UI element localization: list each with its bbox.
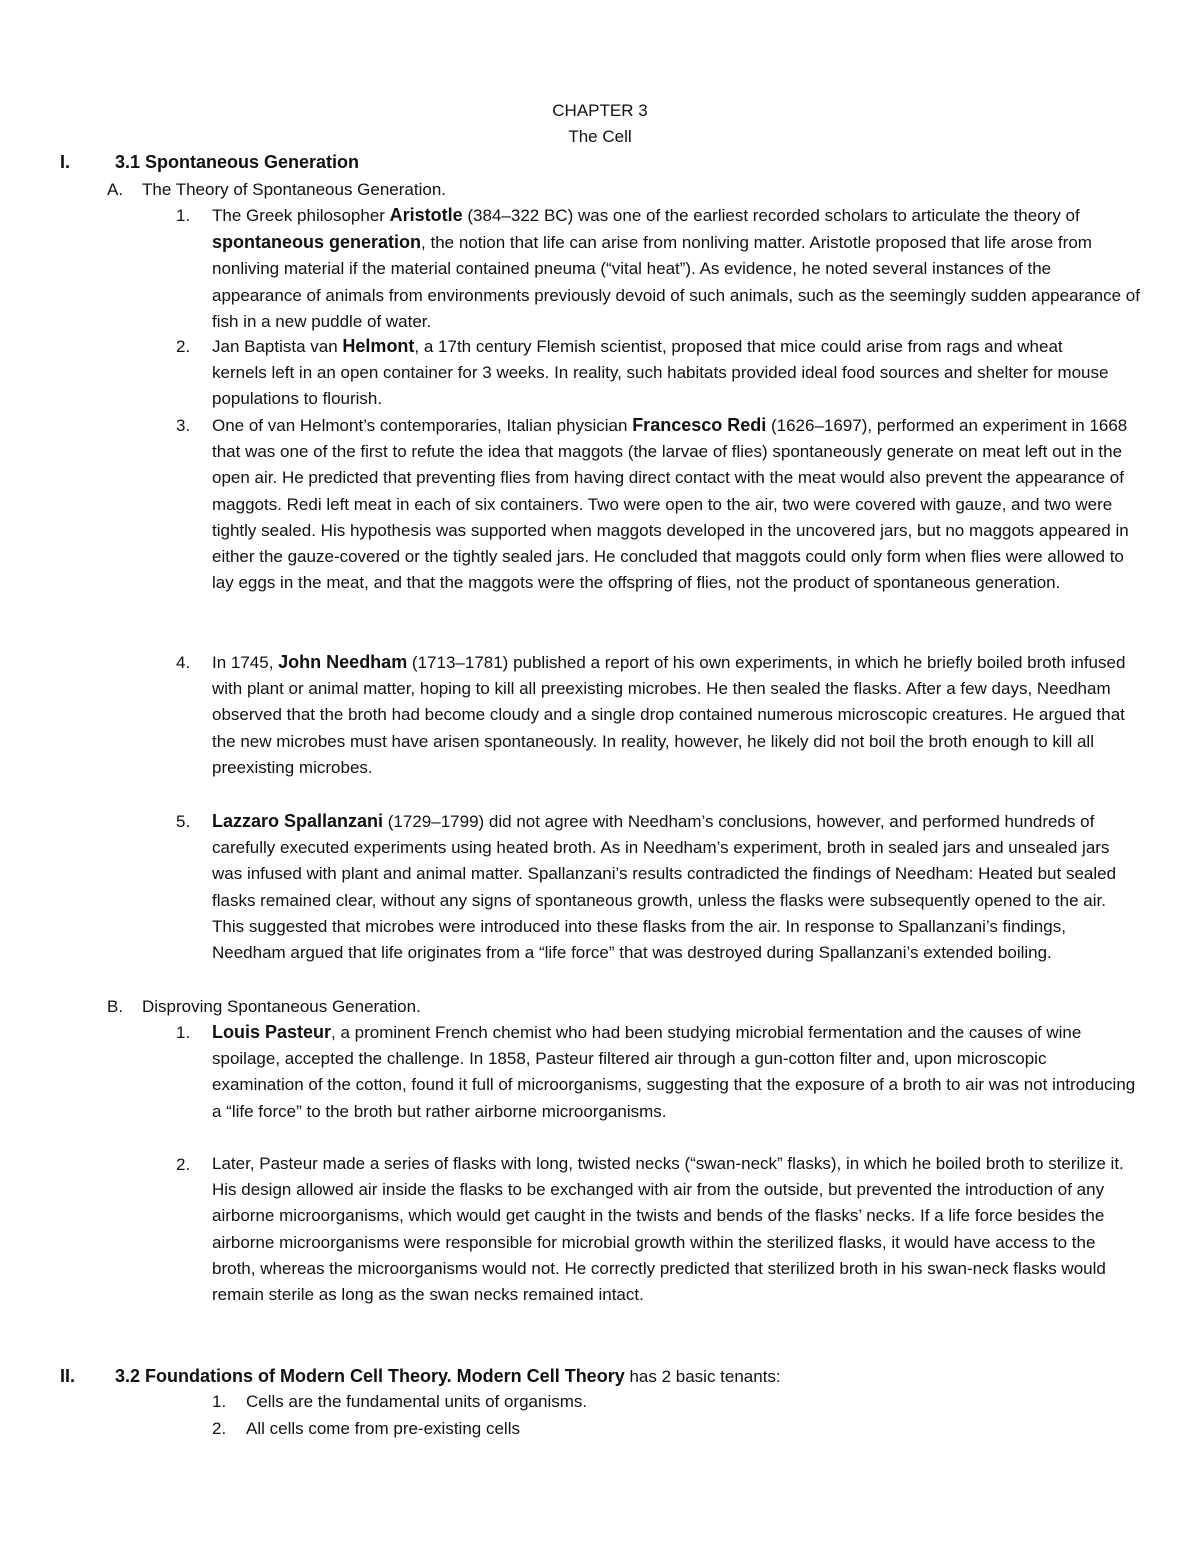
text-run: The Greek philosopher	[212, 206, 390, 225]
text-run: Later, Pasteur made a series of flasks with long, twisted necks (“swan-neck” flasks), in which he boiled broth to sterilize it. His design allowed air inside the flasks to be exchanged with air from the outside, but prevented the introduction of any airborne microorganisms, which would get caught in the twists and bends of the flasks’ necks. If a life force besides the airborne microorganisms were responsible for microbial growth within the sterilized flasks, it would have access to the broth, whereas the microorganisms would not. He correctly predicted that sterilized broth in his swan-neck flasks would remain sterile as long as the swan necks remained intact.	[212, 1154, 1124, 1305]
text-run: , the notion that life can arise from nonliving matter. Aristotle proposed that life arose from nonliving material if the material contained pneuma (“vital heat”). As evidence, he noted several instances of the appearance of animals from environments previously devoid of such animals, such as the seemingly sudden appearance of fish in a new puddle of water.	[212, 233, 1140, 331]
section-2-heading-bold: 3.2 Foundations of Modern Cell Theory. Modern Cell Theory	[115, 1366, 625, 1386]
item-b1-number: 1.	[176, 1023, 191, 1042]
text-run: In 1745,	[212, 653, 279, 672]
tenant-2-number: 2.	[212, 1419, 227, 1438]
section-2-numeral: II.	[60, 1366, 76, 1386]
text-run: (1729–1799) did not agree with Needham’s conclusions, however, and performed hundreds of carefully executed experiments using heated broth. As in Needham’s experiment, broth in sealed jars and unsealed jars was infused with plant and animal matter. Spallanzani’s results contradicted the findings of Needham: Heated but sealed flasks remained clear, without any signs of spontaneous growth, unless the flasks were subsequently opened to the air. This suggested that microbes were introduced into these flasks from the air. In response to Spallanzani’s findings, Needham argued that life originates from a “life force” that was destroyed during Spallanzani’s extended boiling.	[212, 812, 1117, 963]
item-b1-text	[212, 1019, 1137, 1125]
section-2-heading-rest: has 2 basic tenants:	[624, 1367, 781, 1386]
item-a2-number: 2.	[176, 337, 191, 356]
bold-term: John Needham	[278, 652, 408, 672]
subsection-a-letter: A.	[107, 180, 124, 199]
item-a3-text	[212, 412, 1134, 596]
text-run: Jan Baptista van	[212, 337, 343, 356]
text-run: (1626–1697), performed an experiment in 1668 that was one of the first to refute the idea that maggots (the larvae of flies) spontaneously generate on meat left out in the open air. He predicted that preventing flies from having direct contact with the meat would also prevent the appearance of maggots. Redi left meat in each of six containers. Two were open to the air, two were covered with gauze, and two were tightly sealed. His hypothesis was supported when maggots developed in the uncovered jars, but no maggots appeared in either the gauze-covered or the tightly sealed jars. He concluded that maggots could only form when flies were allowed to lay eggs in the meat, and that the maggots were the offspring of flies, not the product of spontaneous generation.	[212, 416, 1129, 593]
text-run: (1713–1781) published a report of his own experiments, in which he briefly boiled broth infused with plant or animal matter, hoping to kill all preexisting microbes. He then sealed the flasks. After a few days, Needham observed that the broth had become cloudy and a single drop contained numerous microscopic creatures. He argued that the new microbes must have arisen spontaneously. In reality, however, he likely did not boil the broth enough to kill all preexisting microbes.	[212, 653, 1126, 777]
item-a4-number: 4.	[176, 653, 191, 672]
item-a5-text	[212, 808, 1137, 966]
subsection-a-label: The Theory of Spontaneous Generation.	[142, 180, 446, 199]
item-a3-number: 3.	[176, 416, 191, 435]
text-run: , a 17th century Flemish scientist, proposed that mice could arise from rags and wheat kernels left in an open container for 3 weeks. In reality, such habitats provided ideal food sources and shelter for mouse populations to flourish.	[212, 337, 1109, 409]
tenant-1-number: 1.	[212, 1392, 227, 1411]
bold-term: Lazzaro Spallanzani	[212, 811, 384, 831]
item-a5-number: 5.	[176, 812, 191, 831]
chapter-number: CHAPTER 3	[552, 101, 648, 120]
text-run: , a prominent French chemist who had been studying microbial fermentation and the causes of wine spoilage, accepted the challenge. In 1858, Pasteur filtered air through a gun-cotton filter and, upon microscopic examination of the cotton, found it full of microorganisms, suggesting that the exposure of a broth to air was not introducing a “life force” to the broth but rather airborne microorganisms.	[212, 1023, 1136, 1121]
bold-term: spontaneous generation	[212, 232, 422, 253]
item-a1-number: 1.	[176, 206, 191, 225]
section-2-heading	[115, 1366, 781, 1387]
subsection-b-label: Disproving Spontaneous Generation.	[142, 997, 421, 1016]
bold-term: Helmont	[342, 336, 415, 356]
bold-term: Louis Pasteur	[212, 1022, 332, 1042]
subsection-b-letter: B.	[107, 997, 124, 1016]
section-1-numeral: I.	[60, 152, 71, 172]
bold-term: Aristotle	[389, 205, 463, 225]
section-1-heading: 3.1 Spontaneous Generation	[115, 152, 360, 172]
tenant-1-text: Cells are the fundamental units of organisms.	[246, 1392, 588, 1411]
text-run: (384–322 BC) was one of the earliest recorded scholars to articulate the theory of	[462, 206, 1080, 225]
item-b2-text	[212, 1151, 1137, 1308]
tenant-2-text: All cells come from pre-existing cells	[246, 1419, 520, 1438]
item-a1-text	[212, 202, 1142, 335]
item-b2-number: 2.	[176, 1155, 191, 1174]
bold-term: Francesco Redi	[632, 415, 767, 435]
item-a2-text	[212, 333, 1122, 413]
item-a4-text	[212, 649, 1127, 781]
chapter-title: The Cell	[568, 127, 632, 146]
text-run: One of van Helmont’s contemporaries, Italian physician	[212, 416, 633, 435]
